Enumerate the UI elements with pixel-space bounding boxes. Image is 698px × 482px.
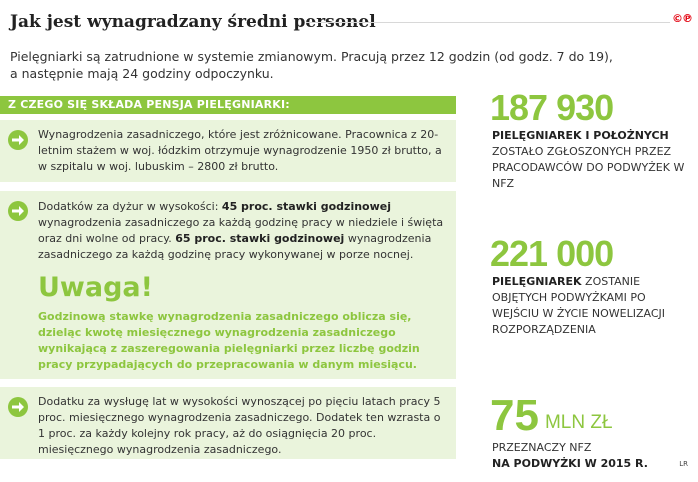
salary-item-text: Wynagrodzenia zasadniczego, które jest zróżnicowane. Pracownica z 20-letnim stażem w woj. łódzkim otrzymuje wynagrodzenie 1950 zł brutto, a w szpitalu w woj. lubuskim – 2800 zł brutto. (38, 128, 442, 173)
header (6, 8, 692, 34)
publisher-logo: ©℗ (672, 12, 692, 25)
stat-description (492, 128, 695, 192)
duty-text-b: wynagrodzenia zasadniczego za każdą godzinę pracy w niedziele i święta oraz dni wolne od pracy. (38, 216, 444, 245)
stat-nurses-covered (490, 233, 695, 338)
author-credit: LR (679, 460, 688, 468)
stat-unit: MLN ZŁ (544, 412, 613, 433)
stat-number: 221 000 (490, 233, 614, 274)
stat-description (492, 274, 695, 338)
stat-text: PRZEZNACZY NFZ (492, 441, 592, 454)
duty-text-c: wynagrodzenia zasadniczego za każdą godzinę pracy wykonywanej w porze nocnej. (38, 232, 432, 261)
lead-paragraph (10, 48, 630, 82)
warning-title: Uwaga! (38, 272, 153, 303)
arrow-right-icon (8, 130, 28, 150)
page-title: Jak jest wynagradzany średni personel (10, 12, 376, 32)
lead-line-1: Pielęgniarki są zatrudnione w systemie zmianowym. Pracują przez 12 godzin (od godz. 7 do 19), (10, 49, 613, 64)
arrow-right-icon (8, 397, 28, 417)
stat-number-row (490, 391, 695, 440)
salary-item-text (38, 199, 448, 263)
stat-description (492, 440, 695, 472)
stat-text: ZOSTANIE OBJĘTYCH PODWYŻKAMI PO WEJŚCIU W ŻYCIE NOWELIZACJI ROZPORZĄDZENIA (492, 275, 666, 336)
section-heading: Z CZEGO SIĘ SKŁADA PENSJA PIELĘGNIARKI: (0, 96, 456, 114)
stat-bold: PIELĘGNIAREK I POŁOŻNYCH (492, 129, 669, 142)
duty-bold-b: 65 proc. stawki godzinowej (175, 232, 345, 245)
lead-line-2: a następnie mają 24 godziny odpoczynku. (10, 66, 274, 81)
stat-funding (490, 391, 695, 472)
salary-item-seniority (0, 387, 456, 459)
stat-bold: PIELĘGNIAREK (492, 275, 582, 288)
stat-text: ZOSTAŁO ZGŁOSZONYCH PRZEZ PRACODAWCÓW DO PODWYŻEK W NFZ (492, 145, 685, 190)
salary-item-base (0, 120, 456, 182)
stat-number: 75 (490, 391, 539, 440)
stat-nurses-reported (490, 87, 695, 192)
duty-text-a: Dodatków za dyżur w wysokości: (38, 200, 222, 213)
arrow-right-icon (8, 201, 28, 221)
duty-bold-a: 45 proc. stawki godzinowej (221, 200, 392, 213)
warning-text: Godzinową stawkę wynagrodzenia zasadniczego oblicza się, dzieląc kwotę miesięcznego wynagrodzenia zasadniczego wynikającą z zaszeregowania pielęgniarki przez liczbę godzin pracy przypadających do przepracowania w danym miesiącu. (38, 310, 420, 371)
stat-number: 187 930 (490, 87, 614, 128)
title-divider (306, 22, 670, 23)
stat-bold: NA PODWYŻKI W 2015 R. (492, 457, 648, 470)
salary-item-text: Dodatku za wysługę lat w wysokości wynoszącej po pięciu latach pracy 5 proc. miesięcznego wynagrodzenia zasadniczego. Dodatek ten wzrasta o 1 proc. za każdy kolejny rok pracy, aż do osiągnięcia 20 proc. miesięcznego wynagrodzenia zasadniczego. (38, 395, 441, 456)
salary-item-duty (0, 191, 456, 379)
